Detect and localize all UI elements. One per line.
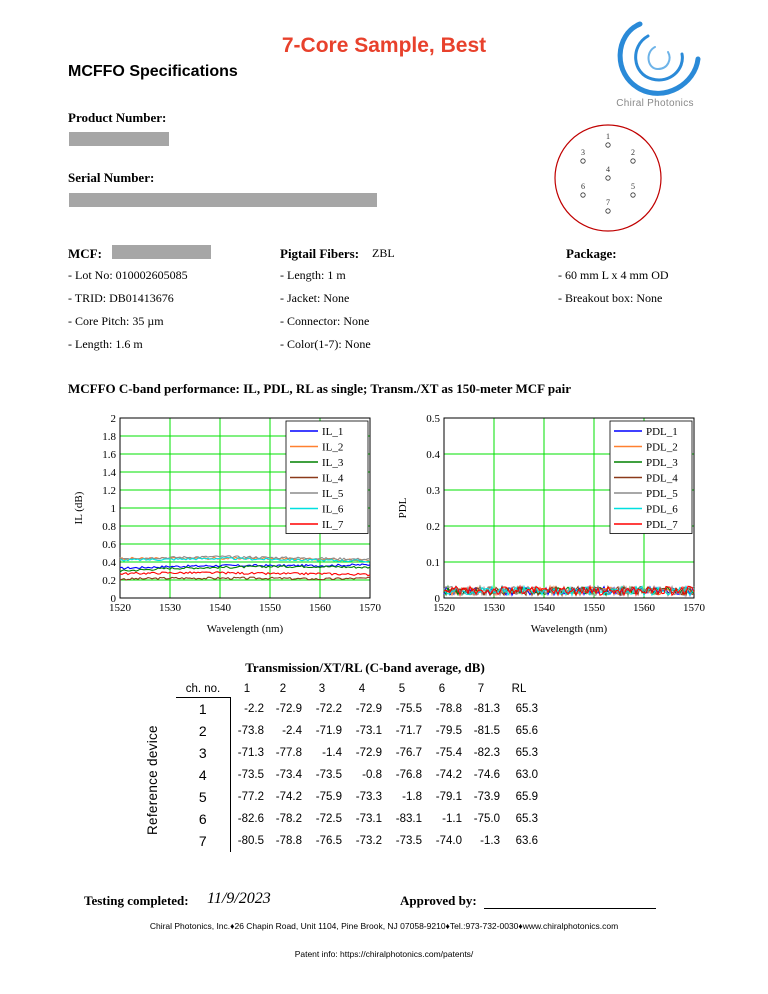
table-cell: -72.2 xyxy=(315,702,342,715)
table-cell: -76.5 xyxy=(315,835,342,847)
pdl-chart xyxy=(384,408,714,644)
y-tick-label: 1 xyxy=(110,503,116,515)
x-tick-label: 1570 xyxy=(683,602,705,614)
header-ch-no: ch. no. xyxy=(176,681,230,698)
core-label-2: 2 xyxy=(631,148,635,157)
table-cell: -72.5 xyxy=(315,813,342,825)
core-layout-diagram xyxy=(552,122,664,234)
x-tick-label: 1550 xyxy=(259,602,281,614)
table-row xyxy=(176,808,538,830)
table-cell: -73.5 xyxy=(237,769,264,781)
table-cell: 65.3 xyxy=(515,702,538,715)
package-size: - 60 mm L x 4 mm OD xyxy=(558,268,669,282)
table-cell: -79.1 xyxy=(435,791,462,803)
table-cell: -73.4 xyxy=(275,769,302,781)
legend-label: IL_4 xyxy=(322,472,344,485)
testing-date: 11/9/2023 xyxy=(207,890,271,907)
core-label-7: 7 xyxy=(606,198,610,207)
x-tick-label: 1570 xyxy=(359,602,381,614)
legend-label: PDL_1 xyxy=(646,426,678,438)
table-row xyxy=(176,742,538,764)
table-cell: -73.5 xyxy=(395,835,422,847)
pigtail-value: ZBL xyxy=(372,246,395,260)
xt-table-title: Transmission/XT/RL (C-band average, dB) xyxy=(245,660,485,675)
legend-label: PDL_2 xyxy=(646,441,678,454)
y-tick-label: 1.2 xyxy=(102,485,116,497)
header-col-2: 2 xyxy=(279,683,287,696)
table-cell: -75.0 xyxy=(473,813,500,825)
row-channel: 3 xyxy=(176,742,230,764)
table-cell: -72.9 xyxy=(275,702,302,715)
mcf-redacted xyxy=(112,245,211,259)
table-cell: -73.1 xyxy=(355,725,382,737)
y-tick-label: 0 xyxy=(110,593,116,605)
x-tick-label: 1560 xyxy=(309,602,331,614)
table-cell: -71.7 xyxy=(395,725,422,737)
x-tick-label: 1550 xyxy=(583,602,605,614)
table-cell: -2.2 xyxy=(244,702,264,715)
table-cell: -73.1 xyxy=(355,813,382,825)
table-row xyxy=(176,786,538,808)
legend-label: PDL_3 xyxy=(646,457,678,469)
legend-label: PDL_7 xyxy=(646,519,678,531)
y-tick-label: 0.6 xyxy=(102,539,116,551)
y-tick-label: 1.4 xyxy=(102,467,116,479)
core-label-6: 6 xyxy=(581,182,585,191)
footer-patent: Patent info: https://chiralphotonics.com/patents/ xyxy=(294,949,474,959)
y-tick-label: 1.6 xyxy=(102,449,116,461)
table-cell: -72.9 xyxy=(355,747,382,759)
table-cell: -75.4 xyxy=(435,747,462,759)
xt-table-header-row xyxy=(176,681,538,698)
footer-address: Chiral Photonics, Inc.♦26 Chapin Road, Unit 1104, Pine Brook, NJ 07058-9210♦Tel.:973-732-0030♦www.chiralphotonics.com xyxy=(149,921,619,931)
header-col-5: 5 xyxy=(398,683,406,696)
core-label-1: 1 xyxy=(606,132,610,141)
header-col-3: 3 xyxy=(318,683,326,696)
y-tick-label: 0.4 xyxy=(102,557,116,569)
table-cell: -0.8 xyxy=(362,769,382,781)
pigtail-label: Pigtail Fibers: xyxy=(280,246,360,261)
table-cell: -78.8 xyxy=(435,702,462,715)
table-cell: -72.9 xyxy=(355,702,382,715)
table-cell: -1.1 xyxy=(442,813,462,825)
y-tick-label: 0.5 xyxy=(426,413,440,425)
product-number-label: Product Number: xyxy=(68,110,167,125)
mcf-lot: - Lot No: 010002605085 xyxy=(68,268,188,282)
y-axis-label: IL (dB) xyxy=(73,491,85,525)
pigtail-length: - Length: 1 m xyxy=(280,268,346,282)
xt-table xyxy=(176,681,539,852)
table-cell: -78.2 xyxy=(275,813,302,825)
table-row xyxy=(176,720,538,742)
y-tick-label: 0.3 xyxy=(426,485,440,497)
header-col-6: 6 xyxy=(438,683,446,696)
mcf-label: MCF: xyxy=(68,246,102,261)
reference-device-label: Reference device xyxy=(145,725,160,835)
x-tick-label: 1520 xyxy=(433,602,455,614)
legend-label: PDL_6 xyxy=(646,503,678,516)
pigtail-jacket: - Jacket: None xyxy=(280,291,350,305)
table-row xyxy=(176,764,538,786)
y-axis-label: PDL xyxy=(397,497,409,519)
table-cell: 65.3 xyxy=(515,747,538,759)
il-chart xyxy=(60,408,390,644)
y-tick-label: 0.4 xyxy=(426,449,440,461)
serial-number-label: Serial Number: xyxy=(68,170,155,185)
legend-label: IL_2 xyxy=(322,441,344,454)
table-cell: -81.5 xyxy=(473,725,500,737)
x-tick-label: 1530 xyxy=(483,602,505,614)
logo-text: Chiral Photonics xyxy=(616,98,694,109)
x-tick-label: 1520 xyxy=(109,602,131,614)
table-cell: -74.2 xyxy=(275,791,302,803)
table-cell: -71.9 xyxy=(315,725,342,737)
table-cell: -74.6 xyxy=(473,769,500,781)
table-cell: -1.8 xyxy=(402,791,422,803)
table-cell: 65.3 xyxy=(515,813,538,825)
header-col-4: 4 xyxy=(358,683,366,696)
table-cell: -73.8 xyxy=(237,725,264,737)
table-cell: -74.2 xyxy=(435,769,462,781)
pigtail-connector: - Connector: None xyxy=(280,314,370,328)
row-channel: 7 xyxy=(176,830,230,852)
mcf-core-pitch: - Core Pitch: 35 µm xyxy=(68,314,164,328)
table-cell: -78.8 xyxy=(275,835,302,847)
table-cell: -82.3 xyxy=(473,747,500,759)
approved-by-label: Approved by: xyxy=(400,893,477,908)
table-cell: -1.4 xyxy=(322,747,342,759)
page-title: 7-Core Sample, Best xyxy=(281,34,487,57)
table-cell: 63.0 xyxy=(515,769,538,781)
y-tick-label: 0.1 xyxy=(426,557,440,569)
row-channel: 2 xyxy=(176,720,230,742)
table-cell: -76.7 xyxy=(395,747,422,759)
table-cell: 65.9 xyxy=(515,791,538,803)
product-number-redacted xyxy=(69,132,169,146)
serial-number-redacted xyxy=(69,193,377,207)
table-cell: -71.3 xyxy=(237,747,264,759)
header-col-7: 7 xyxy=(477,683,485,696)
header-col-rl: RL xyxy=(511,683,527,696)
y-tick-label: 0.2 xyxy=(102,575,116,587)
core-label-3: 3 xyxy=(581,148,585,157)
row-channel: 5 xyxy=(176,786,230,808)
y-tick-label: 1.8 xyxy=(102,431,116,443)
package-breakout: - Breakout box: None xyxy=(558,291,663,305)
pigtail-color: - Color(1-7): None xyxy=(280,337,371,351)
core-label-5: 5 xyxy=(631,182,635,191)
table-cell: -82.6 xyxy=(237,813,264,825)
row-channel: 1 xyxy=(176,698,230,721)
y-tick-label: 0.8 xyxy=(102,521,116,533)
table-cell: -2.4 xyxy=(282,725,302,737)
legend-label: PDL_4 xyxy=(646,472,678,485)
y-tick-label: 2 xyxy=(110,413,116,425)
row-channel: 6 xyxy=(176,808,230,830)
table-cell: -73.2 xyxy=(355,835,382,847)
section-title: MCFFO C-band performance: IL, PDL, RL as single; Transm./XT as 150-meter MCF pair xyxy=(68,381,571,396)
mcf-length: - Length: 1.6 m xyxy=(68,337,143,351)
x-tick-label: 1540 xyxy=(533,602,555,614)
table-row xyxy=(176,830,538,852)
x-axis-label: Wavelength (nm) xyxy=(206,623,284,635)
table-cell: -80.5 xyxy=(237,835,264,847)
table-cell: -79.5 xyxy=(435,725,462,737)
table-cell: -73.9 xyxy=(473,791,500,803)
legend-label: PDL_5 xyxy=(646,488,678,500)
legend-label: IL_6 xyxy=(322,503,344,516)
y-tick-label: 0 xyxy=(434,593,440,605)
table-cell: -77.8 xyxy=(275,747,302,759)
table-cell: -83.1 xyxy=(395,813,422,825)
table-cell: -73.3 xyxy=(355,791,382,803)
legend-label: IL_7 xyxy=(322,519,344,531)
legend-label: IL_1 xyxy=(322,426,344,438)
page-subtitle: MCFFO Specifications xyxy=(68,63,238,80)
table-cell: -76.8 xyxy=(395,769,422,781)
row-channel: 4 xyxy=(176,764,230,786)
table-row xyxy=(176,698,538,721)
table-cell: -77.2 xyxy=(237,791,264,803)
x-tick-label: 1540 xyxy=(209,602,231,614)
table-cell: -81.3 xyxy=(473,702,500,715)
legend-label: IL_5 xyxy=(322,488,344,500)
package-label: Package: xyxy=(566,246,617,261)
table-cell: 63.6 xyxy=(515,835,538,847)
table-cell: -73.5 xyxy=(315,769,342,781)
mcf-trid: - TRID: DB01413676 xyxy=(68,291,174,305)
approved-signature-line xyxy=(484,908,656,909)
table-cell: -75.9 xyxy=(315,791,342,803)
table-cell: -75.5 xyxy=(395,702,422,715)
x-tick-label: 1560 xyxy=(633,602,655,614)
header-col-1: 1 xyxy=(243,683,251,696)
table-cell: 65.6 xyxy=(515,725,538,737)
y-tick-label: 0.2 xyxy=(426,521,440,533)
table-cell: -1.3 xyxy=(480,835,500,847)
x-axis-label: Wavelength (nm) xyxy=(530,623,608,635)
testing-completed-label: Testing completed: xyxy=(84,893,189,908)
table-cell: -74.0 xyxy=(435,835,462,847)
core-label-4: 4 xyxy=(606,165,610,174)
legend-label: IL_3 xyxy=(322,457,344,469)
x-tick-label: 1530 xyxy=(159,602,181,614)
